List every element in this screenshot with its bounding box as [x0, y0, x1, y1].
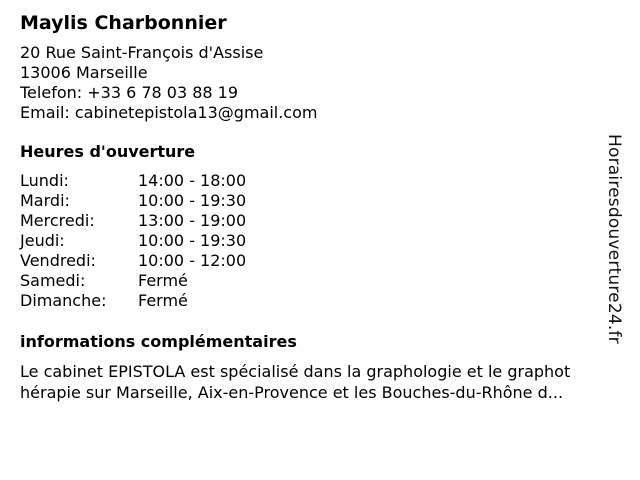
day-label: Mardi:	[20, 191, 70, 210]
day-label: Dimanche:	[20, 291, 107, 310]
phone-number: Telefon: +33 6 78 03 88 19	[20, 83, 239, 102]
time-value: Fermé	[138, 271, 188, 290]
hours-list	[20, 171, 610, 311]
hours-row-saturday	[20, 271, 610, 291]
hours-row-monday	[20, 171, 610, 191]
time-value: 10:00 - 19:30	[138, 191, 247, 210]
day-label: Jeudi:	[20, 231, 65, 250]
hours-row-wednesday	[20, 211, 610, 231]
day-label: Mercredi:	[20, 211, 95, 230]
time-value: 14:00 - 18:00	[138, 171, 247, 190]
time-value: Fermé	[138, 291, 188, 310]
day-label: Lundi:	[20, 171, 69, 190]
day-label: Samedi:	[20, 271, 86, 290]
hours-row-sunday	[20, 291, 610, 311]
street-address: 20 Rue Saint-François d'Assise	[20, 43, 264, 62]
day-label: Vendredi:	[20, 251, 96, 270]
business-card	[20, 10, 610, 403]
description-line: Le cabinet EPISTOLA est spécialisé dans la graphologie et le graphot	[20, 362, 571, 381]
city-address: 13006 Marseille	[20, 63, 148, 82]
info-heading: informations complémentaires	[20, 332, 297, 351]
email-address: Email: cabinetepistola13@gmail.com	[20, 103, 318, 122]
info-description	[20, 361, 620, 403]
business-name: Maylis Charbonnier	[20, 12, 227, 34]
description-line: hérapie sur Marseille, Aix-en-Provence et les Bouches-du-Rhône d...	[20, 383, 564, 402]
time-value: 10:00 - 19:30	[138, 231, 247, 250]
site-watermark: Horairesdouverture24.fr	[604, 134, 624, 344]
hours-row-thursday	[20, 231, 610, 251]
contact-block	[20, 43, 610, 123]
hours-heading: Heures d'ouverture	[20, 142, 196, 161]
hours-row-friday	[20, 251, 610, 271]
time-value: 13:00 - 19:00	[138, 211, 247, 230]
hours-row-tuesday	[20, 191, 610, 211]
time-value: 10:00 - 12:00	[138, 251, 247, 270]
